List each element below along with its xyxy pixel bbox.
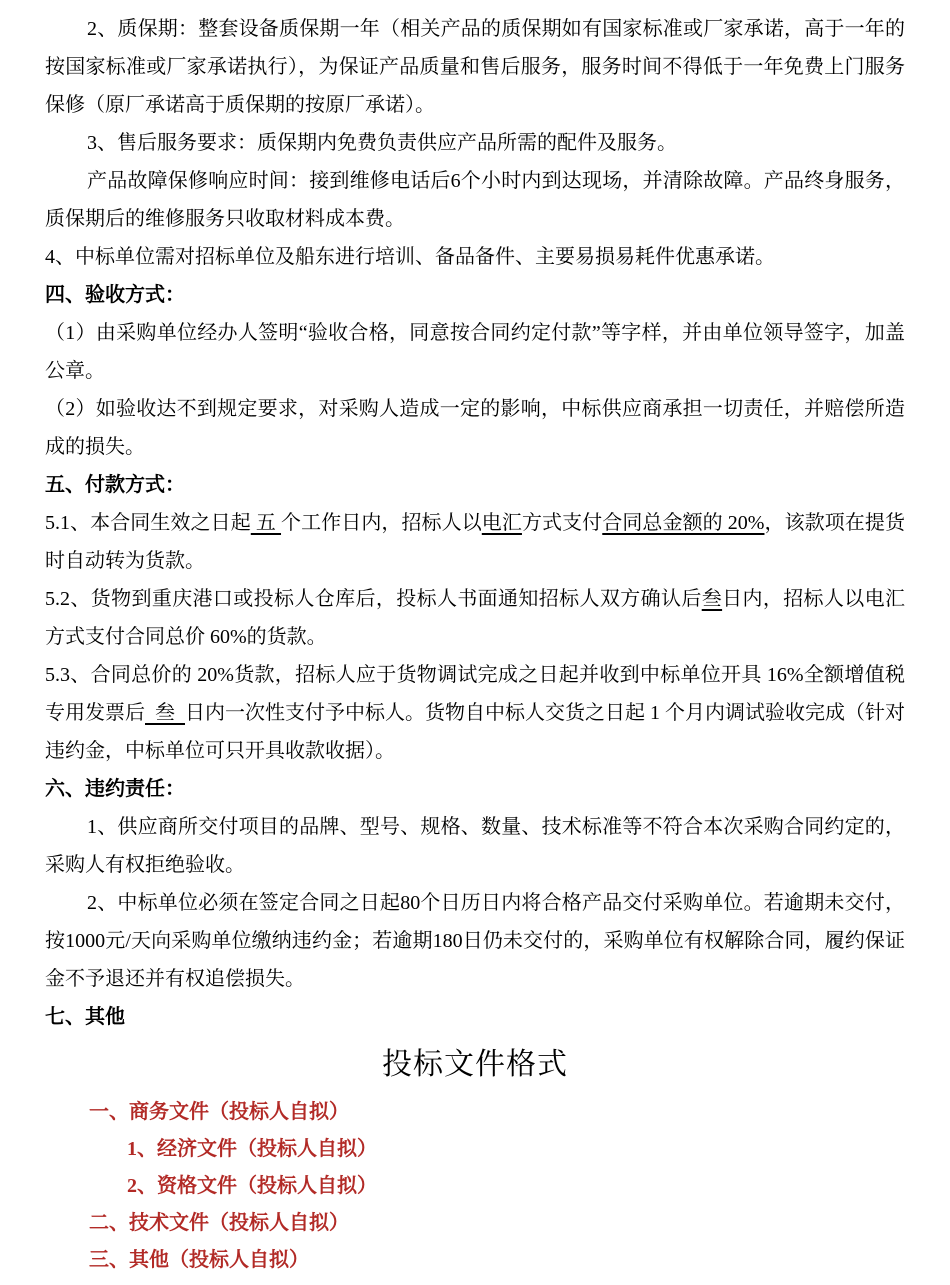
text-run: 产品故障保修响应时间：接到维修电话后6个小时内到达现场，并清除故障。产品终身服务，质保期后的维修服务只收取材料成本费。 bbox=[45, 170, 905, 230]
bid-file-outline-item bbox=[45, 1205, 905, 1242]
paragraph bbox=[45, 10, 905, 124]
text-run: 2、中标单位必须在签定合同之日起80个日历日内将合格产品交付采购单位。若逾期未交付，按1000元/天向采购单位缴纳违约金；若逾期180日仍未交付的，采购单位有权解除合同，履约保证金不予退还并有权追偿损失。 bbox=[45, 892, 905, 990]
bid-file-outline-item bbox=[45, 1168, 905, 1205]
paragraph bbox=[45, 504, 905, 580]
text-run: 三、其他（投标人自拟） bbox=[89, 1249, 309, 1271]
paragraph bbox=[45, 314, 905, 390]
underlined-text: 叁 bbox=[701, 588, 723, 610]
underlined-text: 叁 bbox=[145, 702, 185, 724]
paragraph bbox=[45, 390, 905, 466]
paragraph bbox=[45, 808, 905, 884]
text-run: ，该款项在提货时自动转为货款。 bbox=[45, 512, 906, 572]
text-run: 日内，招标人以电汇方式支付合同总价 60%的货款。 bbox=[45, 588, 906, 648]
paragraph bbox=[45, 124, 905, 162]
document-body bbox=[45, 10, 905, 1279]
underlined-text: 五 bbox=[250, 512, 282, 534]
text-run: 五、付款方式： bbox=[45, 474, 185, 496]
text-run: 1、经济文件（投标人自拟） bbox=[127, 1138, 377, 1160]
section-heading bbox=[45, 276, 905, 314]
text-run: 四、验收方式： bbox=[45, 284, 185, 306]
section-heading bbox=[45, 466, 905, 504]
text-run: 方式支付 bbox=[521, 512, 603, 534]
bid-document-format-title bbox=[45, 1038, 905, 1092]
text-run: 一、商务文件（投标人自拟） bbox=[89, 1101, 349, 1123]
text-run: （1）由采购单位经办人签明“验收合格，同意按合同约定付款”等字样，并由单位领导签字，加盖公章。 bbox=[45, 322, 905, 382]
text-run: 5.2、货物到重庆港口或投标人仓库后，投标人书面通知招标人双方确认后 bbox=[45, 588, 702, 610]
text-run: 4、中标单位需对招标单位及船东进行培训、备品备件、主要易损易耗件优惠承诺。 bbox=[45, 246, 775, 268]
text-run: 二、技术文件（投标人自拟） bbox=[89, 1212, 349, 1234]
text-run: 个工作日内，招标人以 bbox=[281, 512, 482, 534]
text-run: 5.1、本合同生效之日起 bbox=[45, 512, 251, 534]
text-run: 5.3、合同总价的 20%货款，招标人应于货物调试完成之日起并收到中标单位开具 16%全额增值税专用发票后 bbox=[45, 664, 905, 724]
section-heading bbox=[45, 998, 905, 1036]
text-run: 2、资格文件（投标人自拟） bbox=[127, 1175, 377, 1197]
paragraph bbox=[45, 580, 905, 656]
text-run: 3、售后服务要求：质保期内免费负责供应产品所需的配件及服务。 bbox=[87, 132, 677, 154]
text-run: 日内一次性支付予中标人。货物自中标人交货之日起 1 个月内调试验收完成（针对违约金，中标单位可只开具收款收据）。 bbox=[45, 702, 905, 762]
paragraph bbox=[45, 656, 905, 770]
text-run: 2、质保期：整套设备质保期一年（相关产品的质保期如有国家标准或厂家承诺，高于一年的按国家标准或厂家承诺执行），为保证产品质量和售后服务，服务时间不得低于一年免费上门服务保修（原厂承诺高于质保期的按原厂承诺）。 bbox=[45, 18, 905, 116]
underlined-text: 电汇 bbox=[481, 512, 522, 534]
bid-file-outline-item bbox=[45, 1242, 905, 1279]
paragraph bbox=[45, 238, 905, 276]
section-heading bbox=[45, 770, 905, 808]
text-run: 六、违约责任： bbox=[45, 778, 185, 800]
underlined-text: 合同总金额的 20% bbox=[602, 512, 765, 534]
text-run: 七、其他 bbox=[45, 1006, 125, 1028]
paragraph bbox=[45, 884, 905, 998]
text-run: （2）如验收达不到规定要求，对采购人造成一定的影响，中标供应商承担一切责任，并赔偿所造成的损失。 bbox=[45, 398, 905, 458]
text-run: 投标文件格式 bbox=[382, 1048, 568, 1081]
paragraph bbox=[45, 162, 905, 238]
text-run: 1、供应商所交付项目的品牌、型号、规格、数量、技术标准等不符合本次采购合同约定的，采购人有权拒绝验收。 bbox=[45, 816, 905, 876]
bid-file-outline-item bbox=[45, 1131, 905, 1168]
bid-file-outline-item bbox=[45, 1094, 905, 1131]
